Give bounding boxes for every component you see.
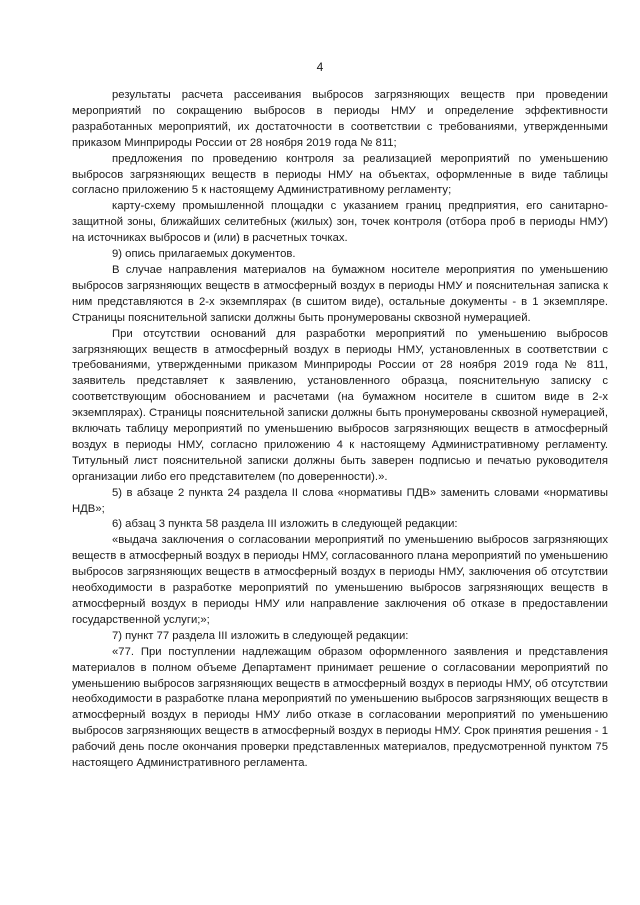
paragraph: карту-схему промышленной площадки с указанием границ предприятия, его санитарно-защитной зоны, ближайших селитебных (жилых) зон, точек контроля (отбора проб в периоды НМУ) на источниках выбросов и (или) в расчетных точках.	[72, 200, 608, 245]
paragraph: «77. При поступлении надлежащим образом оформленного заявления и представления материалов в полном объеме Департамент принимает решение о согласовании мероприятий по уменьшению выбросов загрязняющих веществ в атмосферный воздух в периоды НМУ, об отсутствии необходимости в разработке плана мероприятий по уменьшению выбросов загрязняющих веществ в атмосферный воздух в периоды НМУ либо отказе в согласовании мероприятий по уменьшению выбросов загрязняющих веществ в атмосферный воздух в периоды НМУ. Срок принятия решения - 1 рабочий день после окончания проверки представленных материалов, предусмотренной пунктом 75 настоящего Административного регламента.	[72, 645, 608, 770]
document-body	[72, 88, 608, 772]
paragraph: При отсутствии оснований для разработки мероприятий по уменьшению выбросов загрязняющих веществ в атмосферный воздух в периоды НМУ, установленных в соответствии с требованиями, утвержденными приказом Минприроды России от 28 ноября 2019 года № 811, заявитель представляет к заявлению, установленного образца, пояснительную записку с соответствующим обоснованием и расчетами (на бумажном носителе в сшитом виде в 2-х экземплярах). Страницы пояснительной записки должны быть пронумерованы сквозной нумерацией, включать таблицу мероприятий по уменьшению выбросов загрязняющих веществ в атмосферный воздух в периоды НМУ, согласно приложению 4 к настоящему Административному регламенту. Титульный лист пояснительной записки должны быть заверен подписью и печатью руководителя организации либо его представителем (по доверенности).».	[72, 327, 608, 483]
page-number: 4	[316, 60, 324, 74]
paragraph: В случае направления материалов на бумажном носителе мероприятия по уменьшению выбросов загрязняющих веществ в атмосферный воздух в периоды НМУ и пояснительная записка к ним представляются в 2-х экземплярах (в сшитом виде), остальные документы - в 1 экземпляре. Страницы пояснительной записки должны быть пронумерованы сквозной нумерацией.	[72, 263, 608, 324]
paragraph: 9) опись прилагаемых документов.	[112, 248, 296, 261]
paragraph: 6) абзац 3 пункта 58 раздела III изложить в следующей редакции:	[112, 518, 458, 531]
paragraph: предложения по проведению контроля за реализацией мероприятий по уменьшению выбросов загрязняющих веществ в периоды НМУ на объектах, оформленные в виде таблицы согласно приложению 5 к настоящему Административному регламенту;	[72, 152, 608, 197]
paragraph: «выдача заключения о согласовании мероприятий по уменьшению выбросов загрязняющих веществ в атмосферный воздух в периоды НМУ, согласованного плана мероприятий по уменьшению выбросов загрязняющих веществ в атмосферный воздух в периоды НМУ, заключения об отсутствии необходимости в разработке мероприятий по уменьшению выбросов загрязняющих веществ в атмосферный воздух в периоды НМУ или направление заключения об отказе в предоставлении государственной услуги;»;	[72, 534, 608, 626]
paragraph: 7) пункт 77 раздела III изложить в следующей редакции:	[112, 629, 409, 642]
paragraph: результаты расчета рассеивания выбросов загрязняющих веществ при проведении мероприятий по сокращению выбросов в периоды НМУ и определение эффективности разработанных мероприятий, их достаточности в соответствии с требованиями, утвержденными приказом Минприроды России от 28 ноября 2019 года № 811;	[72, 89, 608, 149]
paragraph: 5) в абзаце 2 пункта 24 раздела II слова «нормативы ПДВ» заменить словами «нормативы НДВ»;	[72, 486, 608, 515]
